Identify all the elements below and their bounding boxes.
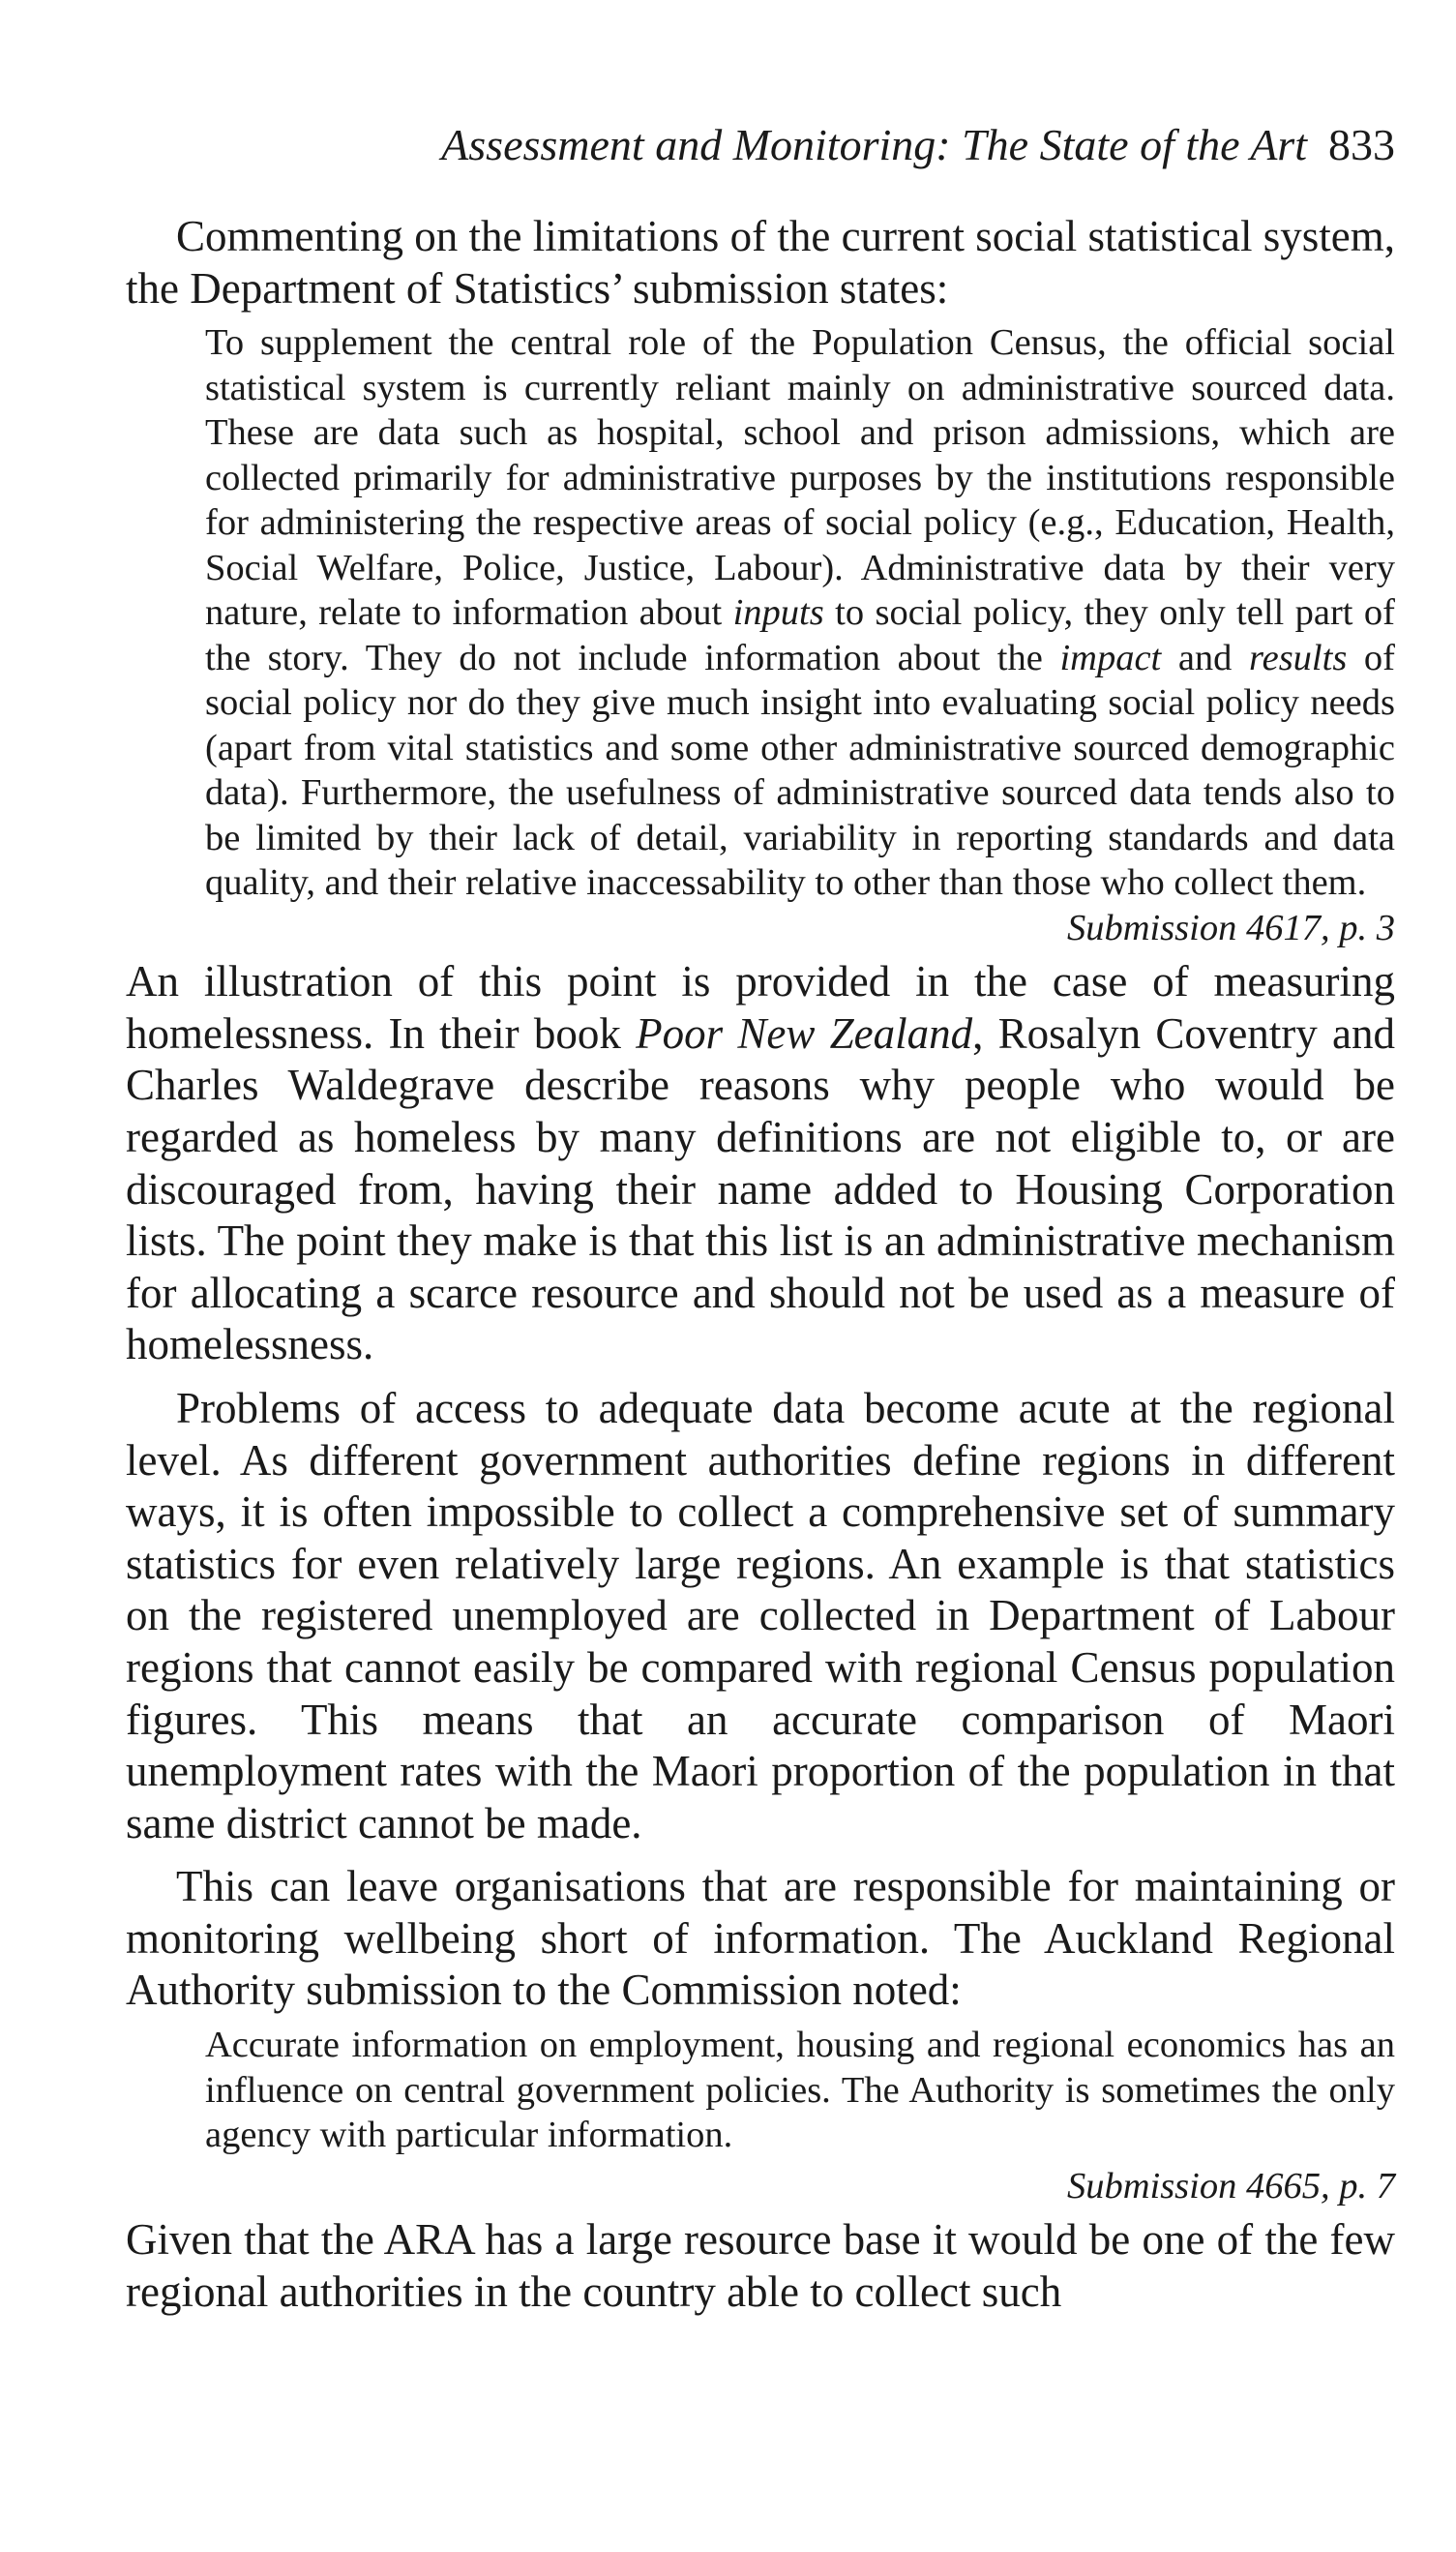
paragraph-4: This can leave organisations that are responsible for maintaining or monitoring wellbeing short of information. The Auckland Regional Authority submission to the Commission noted: (126, 1862, 1395, 2015)
running-head (126, 118, 1395, 172)
quote-1-text-b: to social policy, they only tell part of the story. They do not include information about the (205, 592, 1395, 678)
paragraph-3: Problems of access to adequate data become acute at the regional level. As different government authorities define regions in different ways, it is often impossible to collect a comprehensive set of summary statistics for even relatively large regions. An example is that statistics on the registered unemployed are collected in Department of Labour regions that cannot easily be compared with regional Census population figures. This means that an accurate comparison of Maori unemployment rates with the Maori proportion of the population in that same district cannot be made. (126, 1383, 1395, 1847)
paragraph-1: Commenting on the limitations of the current social statistical system, the Department of Statistics’ submission states: (126, 212, 1395, 313)
quote-1-text-d: of social policy nor do they give much insight into evaluating social policy needs (apart from vital statistics and some other administrative sourced demographic data). Furthermore, the usefulness of administrative sourced data tends also to be limited by their lack of detail, variability in reporting standards and data quality, and their relative inaccessability to other than those who collect them. (205, 637, 1395, 904)
quote-1-text-c: and (1161, 637, 1250, 678)
quote-1-citation: Submission 4617, p. 3 (1066, 907, 1395, 948)
page-number: 833 (1328, 120, 1395, 169)
block-quote-1 (205, 320, 1395, 950)
quote-1-em-inputs: inputs (732, 592, 824, 634)
paragraph-2 (126, 956, 1395, 1371)
block-quote-2 (205, 2023, 1395, 2158)
quote-1-text-a: To supplement the central role of the Population Census, the official social statistical system is currently reliant mainly on administrative sourced data. These are data such as hospital, school and prison admissions, which are collected primarily for administrative purposes by the institutions responsible for administering the respective areas of social policy (e.g., Education, Health, Social Welfare, Police, Justice, Labour). Administrative data by their very nature, relate to information about (205, 322, 1395, 634)
paragraph-2-text-b: , Rosalyn Coventry and Charles Waldegrave describe reasons why people who would be regarded as homeless by many definitions are not eligible to, or are discouraged from, having their name added to Housing Corporation lists. The point they make is that this list is an administrative mechanism for allocating a scarce resource and should not be used as a measure of homelessness. (126, 1008, 1395, 1369)
paragraph-5: Given that the ARA has a large resource base it would be one of the few regional authorities in the country able to collect such (126, 2215, 1395, 2316)
quote-2-text: Accurate information on employment, housing and regional economics has an influence on central government policies. The Authority is sometimes the only agency with particular information. (205, 2025, 1395, 2156)
quote-2-citation: Submission 4665, p. 7 (1066, 2165, 1395, 2207)
paragraph-2-text-a: An illustration of this point is provided in the case of measuring homelessness. In their book (126, 957, 1395, 1058)
quote-1-em-results: results (1249, 637, 1348, 678)
body-text (126, 211, 1395, 2318)
quote-1-em-impact: impact (1059, 637, 1162, 678)
running-head-title: Assessment and Monitoring: The State of the Art (441, 120, 1307, 169)
book-title: Poor New Zealand (636, 1008, 973, 1058)
